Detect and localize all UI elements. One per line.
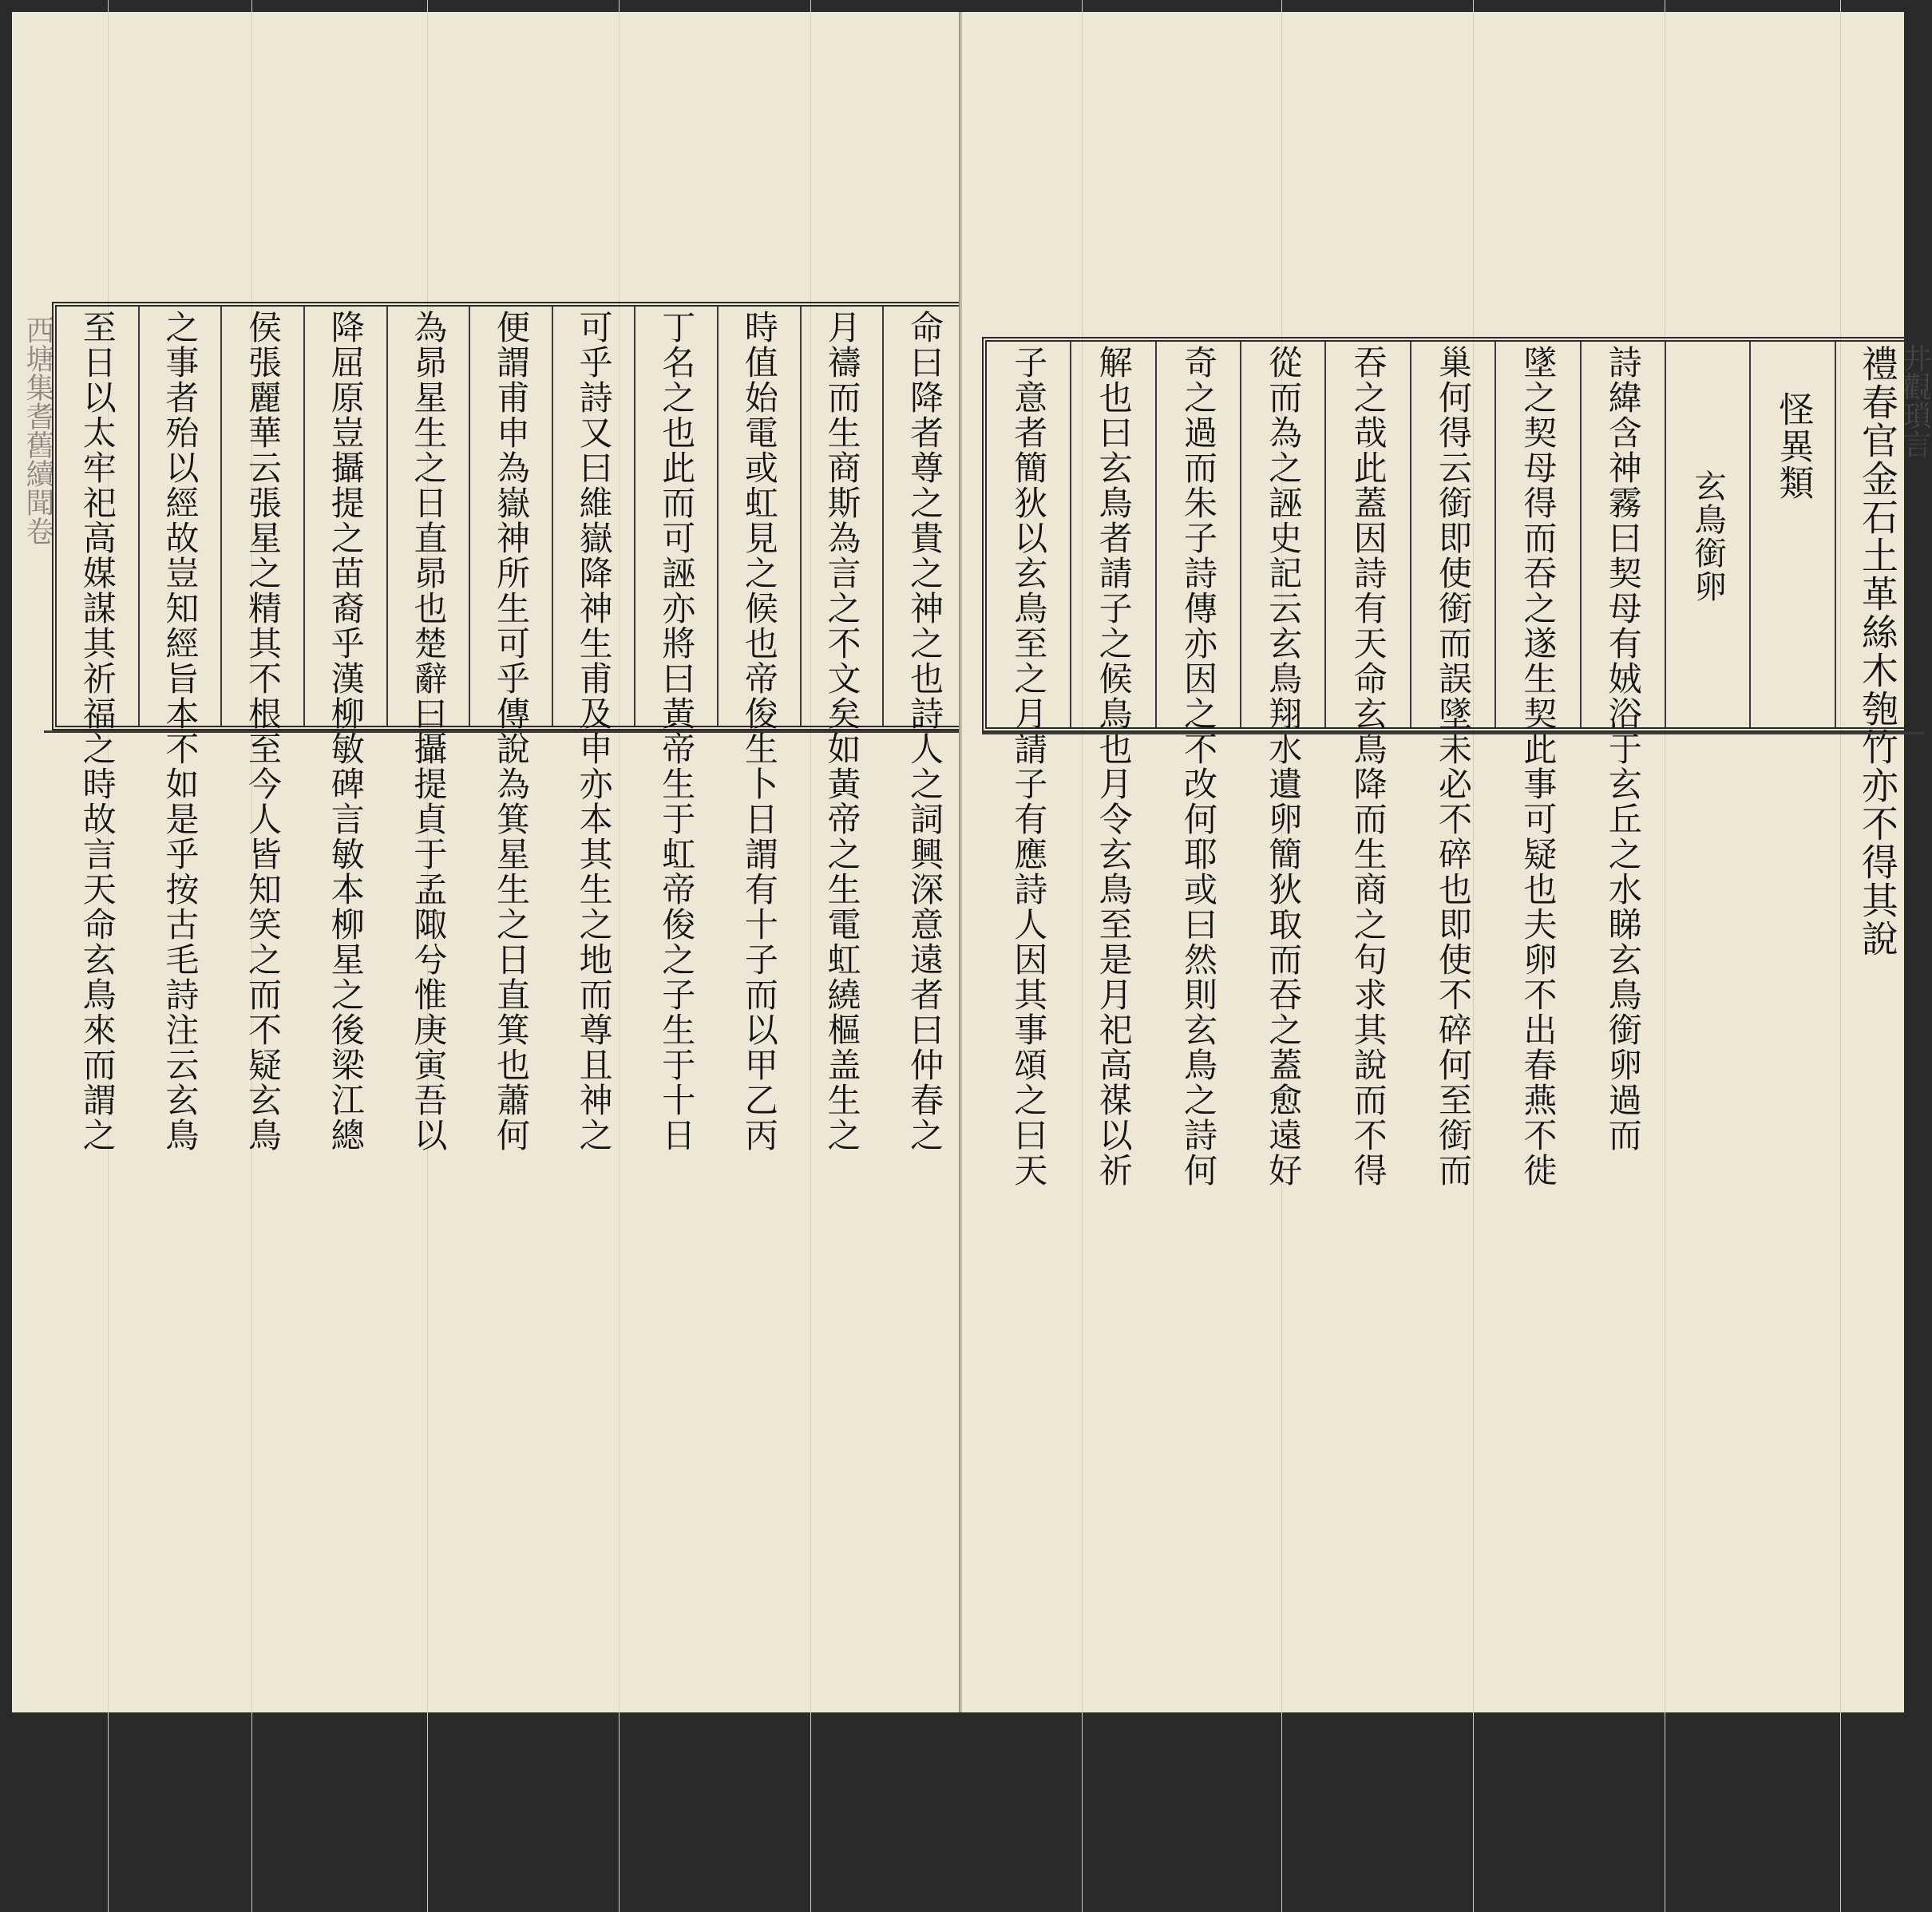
right-section-column: 怪異類 — [1749, 342, 1834, 727]
left-column-11: 至日以太牢祀高媒謀其祈福之時故言天命玄鳥來而謂之 — [77, 310, 117, 1153]
right-column-4: 吞之哉此蓋因詩有天命玄鳥降而生商之句求其說而不得 — [1324, 342, 1409, 727]
left-column-5: 可乎詩又曰維嶽降神生甫及申亦本其生之地而尊且神之 — [552, 307, 635, 726]
right-column-2: 墜之契母得而吞之遂生契此事可疑也夫卵不出春燕不徙 — [1495, 342, 1579, 727]
right-text-block — [982, 337, 1924, 1188]
right-column-6: 奇之過而朱子詩傳亦因之不改何耶或曰然則玄鳥之詩何 — [1155, 342, 1240, 727]
right-bottom-rule — [982, 732, 1924, 734]
left-bottom-rule — [44, 730, 970, 733]
left-column-2: 月禱而生商斯為言之不文矣如黃帝之生電虹繞樞盖生之 — [800, 307, 883, 726]
left-text-block — [52, 302, 970, 1153]
right-subsection-column: 玄鳥銜卵 — [1665, 342, 1749, 727]
left-column-4: 丁名之也此而可誣亦將曰黃帝生于虹帝俊之子生于十日 — [634, 307, 717, 726]
right-column-8: 子意者簡狄以玄鳥至之月請子有應詩人因其事頌之曰天 — [1009, 345, 1049, 1188]
left-column-1: 命曰降者尊之貴之神之也詩人之詞興深意遠者曰仲春之 — [882, 307, 965, 726]
left-column-3: 時值始電或虹見之候也帝俊生卜日謂有十子而以甲乙丙 — [717, 307, 800, 726]
right-page — [962, 12, 1931, 1712]
left-column-7: 為昴星生之日直昴也楚辭曰攝提貞于孟陬兮惟庚寅吾以 — [386, 307, 469, 726]
right-heading-column: 禮春官金石土革絲木匏竹亦不得其說 — [1835, 342, 1919, 727]
left-column-8: 降屈原豈攝提之苗裔乎漢柳敏碑言敏本柳星之後梁江總 — [303, 307, 386, 726]
right-column-5: 從而為之誣史記云玄鳥翔水遺卵簡狄取而吞之蓋愈遠好 — [1240, 342, 1324, 727]
right-column-3: 巢何得云銜即使銜而誤墜未必不碎也即使不碎何至銜而 — [1410, 342, 1495, 727]
left-column-6: 便謂甫申為嶽神所生可乎傳說為箕星生之日直箕也蕭何 — [469, 307, 552, 726]
left-column-9: 侯張麗華云張星之精其不根至今人皆知笑之而不疑玄鳥 — [220, 307, 303, 726]
right-margin-title: 井觀瑣言 — [1898, 343, 1931, 458]
right-column-1: 詩緯含神霧曰契母有娀浴于玄丘之水睇玄鳥銜卵過而 — [1580, 342, 1665, 727]
left-page — [12, 12, 962, 1712]
left-margin-title: 西塘集耆舊續聞卷 — [22, 315, 54, 545]
right-column-7: 解也曰玄鳥者請子之候鳥也月令玄鳥至是月祀高禖以祈 — [1070, 342, 1154, 727]
left-column-10: 之事者殆以經故豈知經旨本不如是乎按古毛詩注云玄鳥 — [138, 307, 221, 726]
